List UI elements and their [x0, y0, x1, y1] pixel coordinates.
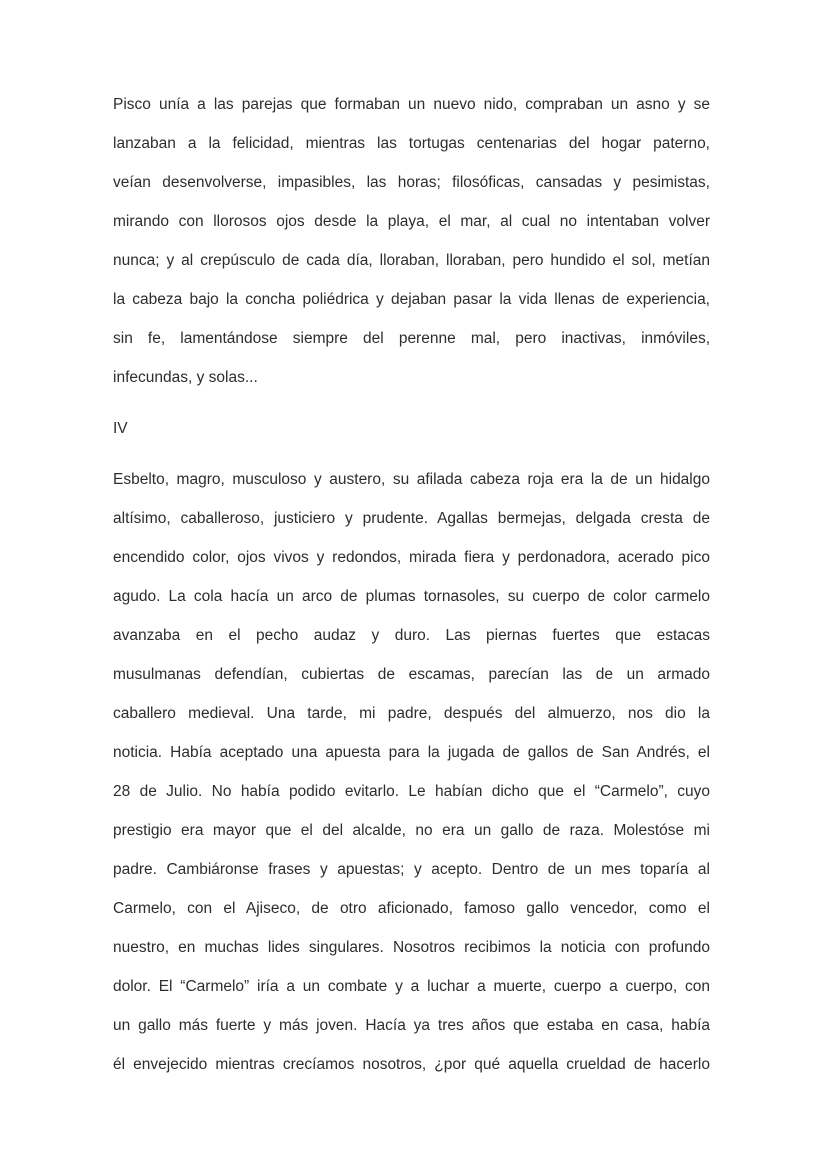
text-line: caballero medieval. Una tarde, mi padre, después del almuerzo, nos dio la [113, 705, 710, 722]
text-line: altísimo, caballeroso, justiciero y prudente. Agallas bermejas, delgada cresta de [113, 510, 710, 527]
text-line: prestigio era mayor que el del alcalde, no era un gallo de raza. Molestóse mi [113, 822, 710, 839]
text-line: sin fe, lamentándose siempre del perenne mal, pero inactivas, inmóviles, [113, 330, 710, 347]
text-line: 28 de Julio. No había podido evitarlo. Le habían dicho que el “Carmelo”, cuyo [113, 783, 710, 800]
text-line: Pisco unía a las parejas que formaban un nuevo nido, compraban un asno y se [113, 96, 710, 113]
section-heading-label: IV [113, 420, 128, 437]
text-line: veían desenvolverse, impasibles, las horas; filosóficas, cansadas y pesimistas, [113, 174, 710, 191]
text-line: padre. Cambiáronse frases y apuestas; y acepto. Dentro de un mes toparía al [113, 861, 710, 878]
text-line: él envejecido mientras crecíamos nosotros, ¿por qué aquella crueldad de hacerlo [113, 1056, 710, 1073]
text-line: dolor. El “Carmelo” iría a un combate y a luchar a muerte, cuerpo a cuerpo, con [113, 978, 710, 995]
text-line: agudo. La cola hacía un arco de plumas tornasoles, su cuerpo de color carmelo [113, 588, 710, 605]
text-line: nuestro, en muchas lides singulares. Nosotros recibimos la noticia con profundo [113, 939, 710, 956]
text-line: lanzaban a la felicidad, mientras las tortugas centenarias del hogar paterno, [113, 135, 710, 152]
text-line: infecundas, y solas... [113, 369, 258, 386]
text-line: Carmelo, con el Ajiseco, de otro aficionado, famoso gallo vencedor, como el [113, 900, 710, 917]
text-line: Esbelto, magro, musculoso y austero, su afilada cabeza roja era la de un hidalgo [113, 471, 710, 488]
text-line: noticia. Había aceptado una apuesta para la jugada de gallos de San Andrés, el [113, 744, 710, 761]
section-heading [113, 409, 710, 448]
paragraph [113, 85, 710, 397]
text-line: un gallo más fuerte y más joven. Hacía ya tres años que estaba en casa, había [113, 1017, 710, 1034]
paragraph [113, 460, 710, 1084]
text-line: avanzaba en el pecho audaz y duro. Las piernas fuertes que estacas [113, 627, 710, 644]
text-line: musulmanas defendían, cubiertas de escamas, parecían las de un armado [113, 666, 710, 683]
text-line: la cabeza bajo la concha poliédrica y dejaban pasar la vida llenas de experiencia, [113, 291, 710, 308]
text-line: mirando con llorosos ojos desde la playa, el mar, al cual no intentaban volver [113, 213, 710, 230]
page-text-content [113, 85, 710, 1096]
text-line: nunca; y al crepúsculo de cada día, lloraban, lloraban, pero hundido el sol, metían [113, 252, 710, 269]
text-line: encendido color, ojos vivos y redondos, mirada fiera y perdonadora, acerado pico [113, 549, 710, 566]
